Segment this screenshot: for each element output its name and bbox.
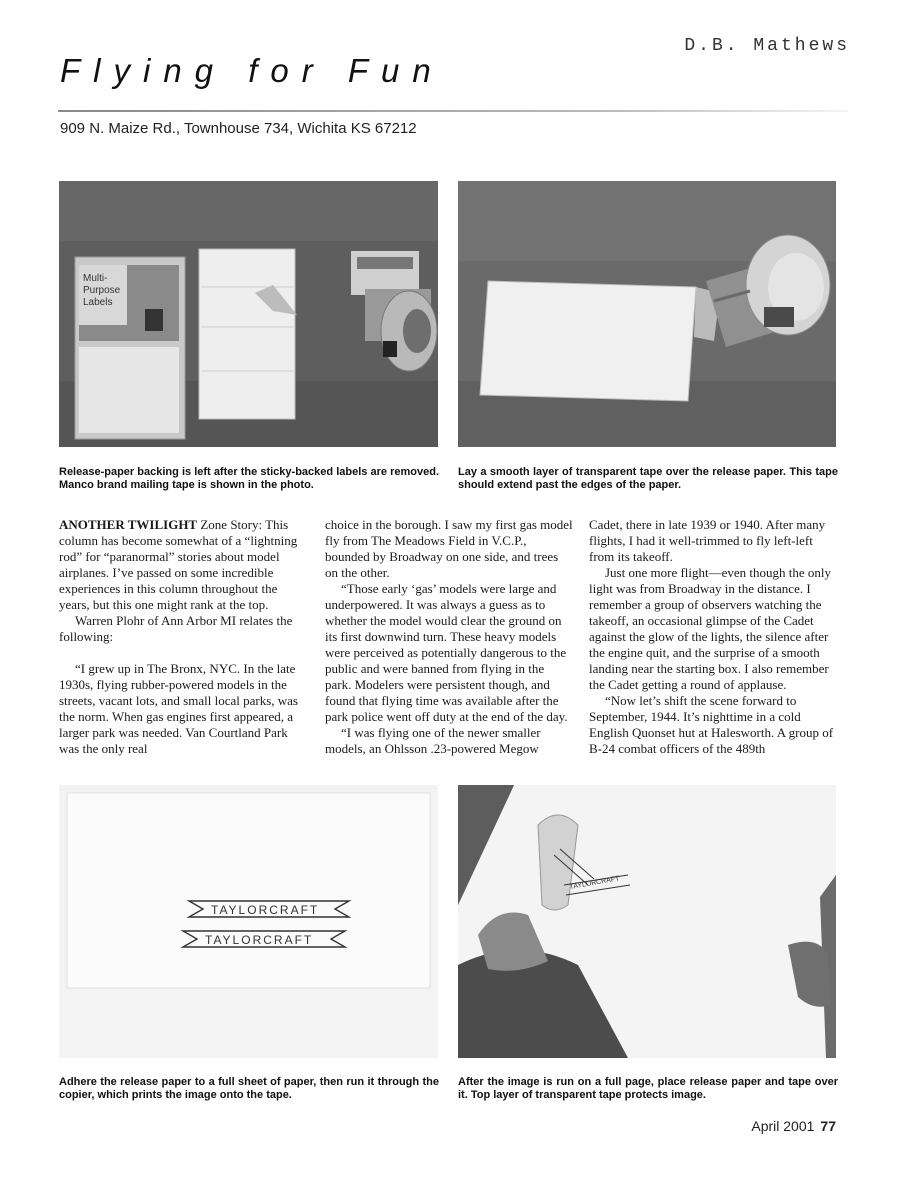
article-paragraph: “Now let’s shift the scene forward to September, 1944. It’s nighttime in a cold English Quonset hut at Halesworth. A group of B-24 combat officers of the 489th <box>589 693 834 756</box>
article-paragraph: Warren Plohr of Ann Arbor MI relates the following: <box>59 613 293 644</box>
article-paragraph: “I was flying one of the newer smaller models, an Ohlsson .23-powered Megow <box>325 725 541 756</box>
page-footer <box>751 1118 836 1134</box>
article-column-1 <box>59 517 307 757</box>
photo-applying-decal <box>458 785 836 1058</box>
photo-labels-and-tape <box>59 181 438 447</box>
caption-photo-2: Lay a smooth layer of transparent tape over the release paper. This tape should extend past the edges of the paper. <box>458 466 838 491</box>
page-number: 77 <box>820 1118 836 1134</box>
article-paragraph: ANOTHER TWILIGHT Zone Story: This column has become somewhat of a “lightning rod” for “paranormal” stories about model airplanes. I’ve passed on some incredible experiences in this column throughout the years, but this one might rank at the top. <box>59 517 298 612</box>
package-label-text: Multi- <box>83 273 108 284</box>
caption-photo-1: Release-paper backing is left after the sticky-backed labels are removed. Manco brand mailing tape is shown in the photo. <box>59 466 439 491</box>
decal-logo-text: TAYLORCRAFT <box>211 903 320 917</box>
svg-text:TAYLORCRAFT: TAYLORCRAFT <box>205 933 314 947</box>
column-title: Flying for Fun <box>60 52 444 89</box>
article-paragraph: “I grew up in The Bronx, NYC. In the late 1930s, flying rubber-powered models in the streets, vacant lots, and small local parks, was the norm. When gas engines first appeared, a larger park was needed. Van Courtland Park was the only real <box>59 661 298 756</box>
caption-photo-4: After the image is run on a full page, place release paper and tape over it. Top layer of transparent tape protects image. <box>458 1076 838 1101</box>
caption-photo-3: Adhere the release paper to a full sheet of paper, then run it through the copier, which prints the image onto the tape. <box>59 1076 439 1101</box>
photo-printed-decals <box>59 785 438 1058</box>
author-address: 909 N. Maize Rd., Townhouse 734, Wichita KS 67212 <box>60 120 417 137</box>
svg-text:Labels: Labels <box>83 297 113 308</box>
svg-text:TAYLORCRAFT: TAYLORCRAFT <box>569 875 620 891</box>
article-paragraph: Just one more flight—even though the only light was from Broadway in the distance. I remember a group of observers watching the takeoff, an occasional glimpse of the Cadet against the glow of the lights, the silence after the engine quit, and the surprise of a smooth landing near the starting box. I also remember the Cadet getting a round of applause. <box>589 565 832 692</box>
article-paragraph: Cadet, there in late 1939 or 1940. After many flights, I had it well-trimmed to fly left-left from its takeoff. <box>589 517 826 564</box>
title-rule <box>58 110 848 112</box>
article-column-3 <box>589 517 837 757</box>
lead-in: ANOTHER TWILIGHT <box>59 517 198 532</box>
article-column-2 <box>325 517 573 757</box>
issue-date: April 2001 <box>751 1118 815 1134</box>
article-paragraph: choice in the borough. I saw my first gas model fly from The Meadows Field in V.C.P., bounded by Broadway on one side, and trees on the other. <box>325 517 573 580</box>
svg-text:Purpose: Purpose <box>83 285 121 296</box>
article-paragraph: “Those early ‘gas’ models were large and underpowered. It was always a guess as to whether the model would clear the ground on its first downwind turn. These heavy models were perceived as potentially dangerous to the public and were banned from flying in the park. Modelers were persistent though, and found that flying time was available after the park police went off duty at the end of the day. <box>325 581 568 724</box>
author-name: D.B. Mathews <box>684 36 850 56</box>
photo-tape-over-paper <box>458 181 836 447</box>
